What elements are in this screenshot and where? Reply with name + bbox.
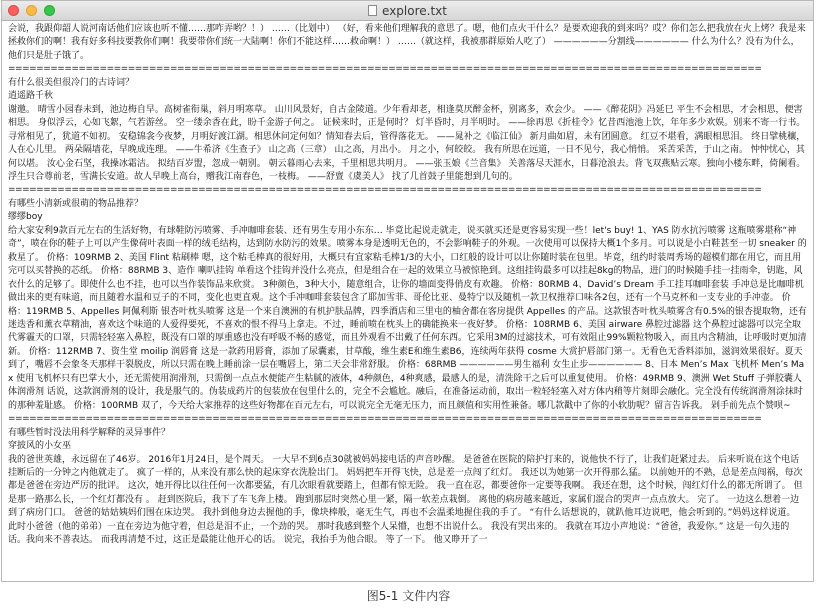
paragraph: 我的爸世英雄，永远留在了46岁。 2016年1月24日，是个周天。 一大早不到6点30就被妈妈接电话的声音吵醒。 是爸爸在医院的陪护打来的，说他快不行了，让我们赶紧过去。 后来听说在这个电话挂断后的一分钟之内他就走了。 疯了一样的，从来没有那么快的起床穿衣洗脸出门。 妈妈把车开得飞快，总是差一点闯了红灯。 我还以为她第一次开得那么猛。 以前她开的不熟，总是差点闯祸，每次都是爸爸在旁边严厉的批评。 这次，她开得比以往任何一次都要猛，有几次眼看就要踏上，但都有惊无险。 我一直在忍，都要爸你一定要等我啊。 我还在想，这个时候，闯红灯什么的都无所谓了。 但是那一路那么长，一个红灯都没有 。 赶到医院后，我下了车飞奔上楼。 跑到那层时突然心里一紧，隔一软差点栽倒。 离他的病房越来越近，家属们混合的哭声一点点放大。 完了。 一边这么想着一边到了病房门口。 爸爸的姑姑姨妈们围在床边哭。 我扑到他身边去握他的手，像块棒般，毫无生气，再也不会温柔地握住我的手了。 “有什么话想说的，就趴他耳边说吧，他会听到的。”妈妈这样说道。 此时小爸爸（他的弟弟）一直在旁边为他守着，但总是泪不止，一个劲的哭。 那时我感到整个人呆懵，也想不出说什么。 我没有哭出来的。 我就在耳边小声地说：“爸爸，我爱你。” 这是一句久违的话。我向来不善表达。 而我再清楚不过，这正是最能让他开心的话。 说完，我抬手为他合眼。 等了一下。 他又睁开了一	[8, 454, 803, 546]
separator-line: ===========================================================================================================	[8, 414, 762, 425]
document-body[interactable]	[2, 21, 813, 548]
figure-caption: 图5-1 文件内容	[366, 589, 451, 603]
text-editor-window	[1, 0, 814, 582]
heading-line: 有哪些小清新或很萌的物品推荐？	[8, 198, 144, 209]
heading-line: 逍遥路千秋	[8, 91, 54, 102]
heading-line: 穿披风的小女巫	[8, 441, 72, 452]
paragraph: 会说，我跟仰韶人说河南话他们应该也听不懂……那咋弄哟？！） ……（比划中） （好，看来他们理解我的意思了。嗯，他们点火干什么？是要欢迎我的到来吗？哎？你们怎么把我放在火上烤？我是来拯救你们的啊！我有好多科技要教你们啊！我要带你们统一大陆啊！你们不能这样……救命啊！） ……（就这样，我被那群原始人吃了） ——————分割线—————— 什么为什么？没有为什么，他们只是肚子饿了。	[8, 24, 806, 61]
separator-line: ===========================================================================================================	[8, 185, 762, 196]
title-bar	[2, 1, 813, 21]
heading-line: 缪缪boy	[8, 212, 43, 223]
paragraph: 给大家安利9款百元左右的生活好物，有球鞋防污喷雾、手冲咖啡套装、还有男生专用小东东… 毕竟比起说走就走，说买就买还是更容易实现一些！let's buy! 1、YAS 防水抗污喷雾 这瓶喷雾堪称“神奇”，喷在你的鞋子上可以产生像荷叶表面一样的绒毛结构，达到防水防污的效果。喷雾本身是透明无色的，不会影响鞋子的外观。一次使用可以保持大概1个多月。可以说是小白鞋甚至一切 sneaker 的救星了。 价格：109RMB 2、美国 Flint 粘刷棒 嗯，这个粘毛棒真的很好用，大概只有宜家粘毛棒1/3的大小，口红般的设计可以让你随时装在包里。毕竟，纽约时装周秀场的超模们都在用它，而且用完可以买替换的芯纸。 价格：88RMB 3、造作 喇叭挂钩 单看这个挂钩并没什么亮点，但是组合在一起的效果立马被惊艳到。这组挂钩最多可以挂起8kg的物品，进门的时候随手挂一挂雨伞，钥匙，风衣什么的足够了。即使什么也不挂，也可以当作装饰品来欣赏。 3种颜色，3种大小，随意组合，让你的墙面变得俏皮有欢趣。 价格：80RMB 4、David’s Dream 手工挂耳咖啡套装 手冲总是比咖啡机做出来的更有味道，而且随着水温和豆子的不同，变化也更直观。这个手冲咖啡套装包含了耶加雪菲、哥伦比亚、曼特宁以及随机一款卫权推荐口味各2包，还有一个马克杯和一支专业的手冲壶。 价格：119RMB 5、Appelles 阿佩利斯 银杏叶枕头喷雾 这是一个来自澳洲的有机护肤品牌，四季酒店和三里屯的柚舍都在客房提供 Appelles 的产品。这款银杏叶枕头喷雾含有0.5%的银杏提取物，还有迷迭香和薰衣草精油，喜欢这个味道的人爱得要死，不喜欢的恨不得马上拿走。不过，睡前喷在枕头上的确能换来一夜好梦。 价格：108RMB 6、美国 airware 鼻腔过滤器 这个鼻腔过滤器可以完全取代雾霾天的口罩，只需轻轻塞入鼻腔，既没有口罩的厚重感也没有呼吸不畅的感觉，而且外观看不出戴了任何东西。它采用3M的过滤技术，可有效阻止99%颗粒物吸入，而且内含精油，让呼吸时更加清新。 价格：112RMB 7、资生堂 moilip 润唇膏 这是一款药用唇膏，添加了尿囊素，甘草酸，维生素E和维生素B6，连续两年获得 cosme 大赏护唇部门第一。无看色无香料添加，滋润效果很好。夏天到了，嘴唇不会象冬天那样干裂脱皮，所以只需在晚上睡前涂一层在嘴唇上，第二天会非常舒服。 价格：68RMB ——————男生福利 女生止步—————— 8、日本 Men’s Max 飞机杯 Men’s Max 使用飞机杯只有巴掌大小，还无需使用润滑剂，只需倒一点点水便能产生粘腻的液体，4种颜色，4种爽感，最感人的是，清洗除干之后可以重复使用。 价格：49RMB 9、澳洲 Wet Stuff 子弹胶囊人体润滑剂 话说，这款润滑剂的设计，我是服气的。伪装成药片的包装放在包里什么的，完全不会尴尬。融后，在准备运动前，取出一粒轻轻塞入对方体内稍等片刻即会融化。完全没有传统润滑剂涂抹时的那种羞耻感。 价格：100RMB 双了，今天给大家推荐的这些好物都在百元左右，可以说完全无毫无压力，而且颜值和实用性兼备。哪几款戳中了你的小软肋呢？留言告诉我。 剁手前先点个赞呗~	[8, 225, 807, 411]
paragraph: 谢邀。 晴雪小园春未到，池边梅自早。高树雀衔巢，斜月明寒草。 山川风景好，自古金陵道。少年看却老，相逢莫厌醉金杯，别离多，欢会少。 ——《醉花阴》冯延巳 平生不会相思，才会相思，便害相思。 身似浮云，心如飞絮，气若游丝。 空一缕余香在此，盼千金游子何之。 证候来时，正是何时？ 灯半昏时，月半明时。 ——徐再思《折桂令》忆昔西池池上饮，年年多少欢娱。别来不寄一行书。寻常相见了，犹道不如初。 安稳锦衾今夜梦，月明好渡江湖。相思休问定何如？情知春去后，管得落花无。 ——晁补之《临江仙》 新月曲如眉，未有团圆意。 红豆不堪看，满眼相思泪。 终日擘桃穰，人在心儿里。 两朵隔墙花，早晚成连理。 ——牛希济《生查子》 山之高（三章） 山之高，月出小。 月之小，何皎皎。 我有所思在远道，一日不见兮，我心悄悄。 采苦采苦，于山之南。 忡忡忧心，其何以堪。 汝心金石坚，我操冰霜洁。 拟结百岁盟，忽成一朝别。 朝云暮雨心去来，千里相思共明月。 ——张玉娘《兰音集》 关善落尽天涯水，日暮沧浪去。背飞双燕贴云寒。独向小楼东畔，倚阑看。 浮生只合尊前老，雪满长安道。故人早晚上高台，赠我江南春色，一枝梅。 ——舒亶《虞美人》 找了几首鼓子里能想到几句的。	[8, 104, 806, 182]
heading-line: 有哪些暂时没法用科学解释的灵异事件？	[8, 427, 171, 438]
window-title	[2, 4, 813, 18]
separator-line: ===========================================================================================================	[8, 64, 762, 75]
window-title-text: explore.txt	[382, 4, 447, 18]
heading-line: 有什么很美但很冷门的古诗词？	[8, 77, 135, 88]
document-icon	[368, 5, 377, 16]
